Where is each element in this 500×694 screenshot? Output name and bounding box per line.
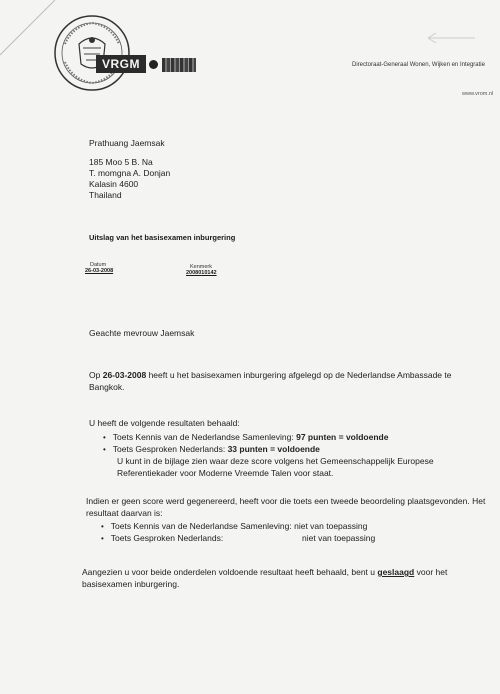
second-review-line-1: Indien er geen score werd gegenereerd, heeft voor die toets een tweede beoordeling plaatsgevonden. Het [86,496,486,506]
second-review-2-value: niet van toepassing [302,533,376,543]
corner-fold-mark [0,0,60,60]
intro-line-1 [89,370,451,380]
reference-label: Kenmerk [190,264,213,270]
result-2-label: Toets Gesproken Nederlands: [112,444,226,454]
results-note-line-1: U kunt in de bijlage zien waar deze score volgens het Gemeenschappelijk Europese [117,456,434,466]
conclusion-result: geslaagd [377,567,415,577]
second-review-item-1 [101,521,367,531]
vrom-logo: VRGM [96,55,146,73]
conclusion-text-2: voor het [416,567,448,577]
second-review-item-2 [101,533,223,543]
logo-dot-icon [149,60,158,69]
intro-line-2: Bangkok. [89,382,125,392]
letter-subject: Uitslag van het basisexamen inburgering [89,233,236,242]
bullet-icon: • [103,445,106,454]
address-line-3: Kalasin 4600 [89,179,139,189]
date-label: Datum [90,262,107,268]
result-1-label: Toets Kennis van de Nederlandse Samenleving: [112,432,294,442]
organization-name: Directoraat-Generaal Wonen, Wijken en Integratie [352,62,485,68]
website-url: www.vrom.nl [462,91,494,97]
reference-value: 2008010142 [186,270,217,276]
bullet-icon: • [101,522,104,531]
salutation: Geachte mevrouw Jaemsak [89,328,195,338]
address-line-2: T. momgna A. Donjan [89,168,171,178]
results-heading: U heeft de volgende resultaten behaald: [89,418,240,428]
result-1-score: 97 punten = voldoende [296,432,389,442]
bullet-icon: • [101,534,104,543]
address-country: Thailand [89,190,122,200]
address-line-1: 185 Moo 5 B. Na [89,157,153,167]
second-review-2-label: Toets Gesproken Nederlands: [110,533,224,543]
logo-pattern-icon [162,58,196,72]
intro-prefix: Op [89,370,101,380]
conclusion-line-1 [82,567,447,577]
arrow-left-icon [420,28,480,48]
results-item-1 [103,432,388,442]
conclusion-line-2: basisexamen inburgering. [82,579,180,589]
second-review-line-2: resultaat daarvan is: [86,508,163,518]
date-value: 26-03-2008 [85,268,114,274]
second-review-1-label: Toets Kennis van de Nederlandse Samenleving: [110,521,292,531]
results-note-line-2: Referentiekader voor Moderne Vreemde Talen voor staat. [117,468,334,478]
bullet-icon: • [103,433,106,442]
results-item-2 [103,444,320,454]
intro-date: 26-03-2008 [102,370,147,380]
result-2-score: 33 punten = voldoende [227,444,320,454]
recipient-name: Prathuang Jaemsak [89,138,165,148]
conclusion-text-1: Aangezien u voor beide onderdelen voldoende resultaat heeft behaald, bent u [82,567,376,577]
second-review-1-value: niet van toepassing [294,521,368,531]
intro-text: heeft u het basisexamen inburgering afgelegd op de Nederlandse Ambassade te [148,370,452,380]
ministry-seal-icon [53,14,131,92]
